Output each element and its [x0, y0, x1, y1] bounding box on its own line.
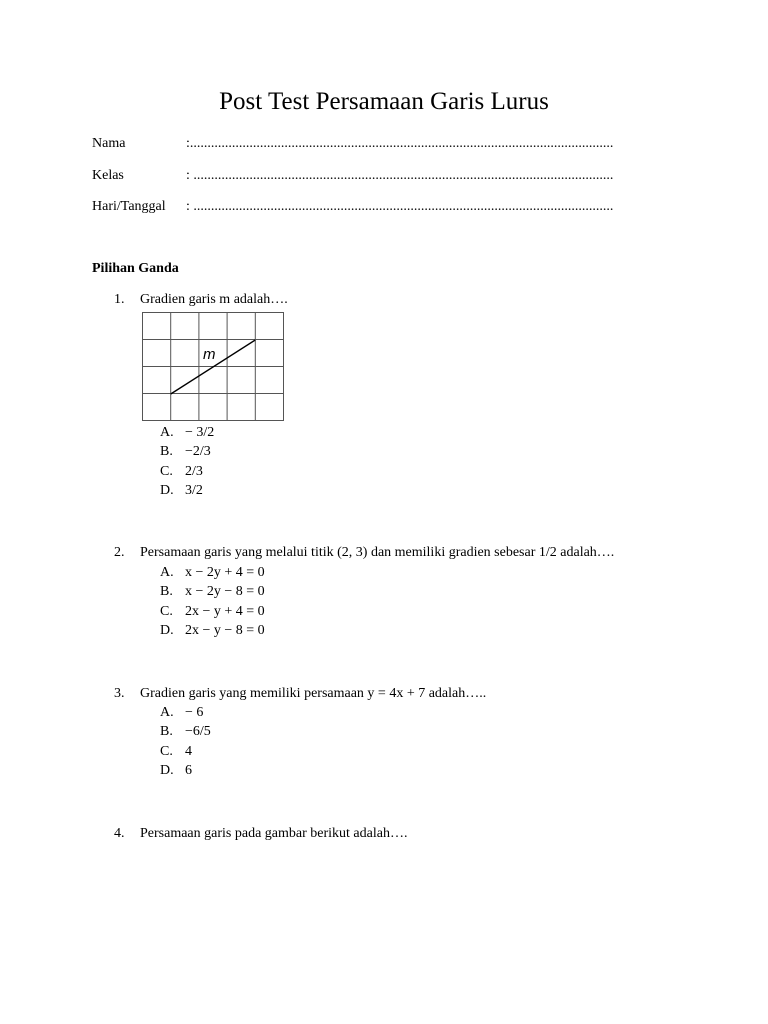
option-value: 4	[185, 743, 192, 759]
option-value: 2x − y − 8 = 0	[185, 622, 265, 638]
field-hari-tanggal	[92, 199, 677, 219]
option-letter: C.	[160, 603, 173, 619]
option-value: 2/3	[185, 463, 203, 479]
option-letter: D.	[160, 622, 174, 638]
option-letter: D.	[160, 762, 174, 778]
option-value: − 3/2	[185, 425, 215, 440]
section-title: Pilihan Ganda	[92, 261, 179, 276]
line-m-label: m	[203, 346, 216, 363]
question-number: 2.	[114, 545, 125, 560]
question-text: Gradien garis yang memiliki persamaan y = 4x + 7 adalah…..	[140, 686, 487, 701]
option-letter: C.	[160, 463, 173, 479]
question-number: 4.	[114, 826, 125, 841]
option-letter: B.	[160, 444, 173, 460]
field-kelas	[92, 168, 677, 188]
option-letter: C.	[160, 743, 173, 759]
option-value: 2x − y + 4 = 0	[185, 603, 265, 619]
option-value: x − 2y + 4 = 0	[185, 565, 265, 580]
question-text: Gradien garis m adalah….	[140, 292, 288, 307]
option-value: x − 2y − 8 = 0	[185, 584, 265, 600]
field-value: : ........................................................................................................................	[186, 168, 614, 183]
option-value: 3/2	[185, 482, 203, 498]
question-number: 1.	[114, 292, 125, 307]
question-number: 3.	[114, 686, 125, 701]
question-text: Persamaan garis yang melalui titik (2, 3) dan memiliki gradien sebesar 1/2 adalah….	[140, 545, 615, 560]
page-title: Post Test Persamaan Garis Lurus	[219, 88, 549, 115]
field-value: :.........................................................................................................................	[186, 136, 614, 151]
field-label: Kelas	[92, 168, 124, 183]
option-value: − 6	[185, 705, 204, 720]
option-letter: B.	[160, 584, 173, 600]
option-letter: D.	[160, 482, 174, 498]
field-label: Hari/Tanggal	[92, 199, 166, 214]
grid-figure	[142, 312, 286, 422]
option-letter: B.	[160, 724, 173, 740]
option-value: −2/3	[185, 444, 211, 460]
field-value: : ........................................................................................................................	[186, 199, 614, 214]
field-nama	[92, 136, 677, 156]
question-text: Persamaan garis pada gambar berikut adalah….	[140, 826, 408, 841]
option-letter: A.	[160, 705, 174, 720]
option-letter: A.	[160, 425, 174, 440]
option-value: −6/5	[185, 724, 211, 740]
option-letter: A.	[160, 565, 174, 580]
option-value: 6	[185, 762, 192, 778]
field-label: Nama	[92, 136, 126, 151]
